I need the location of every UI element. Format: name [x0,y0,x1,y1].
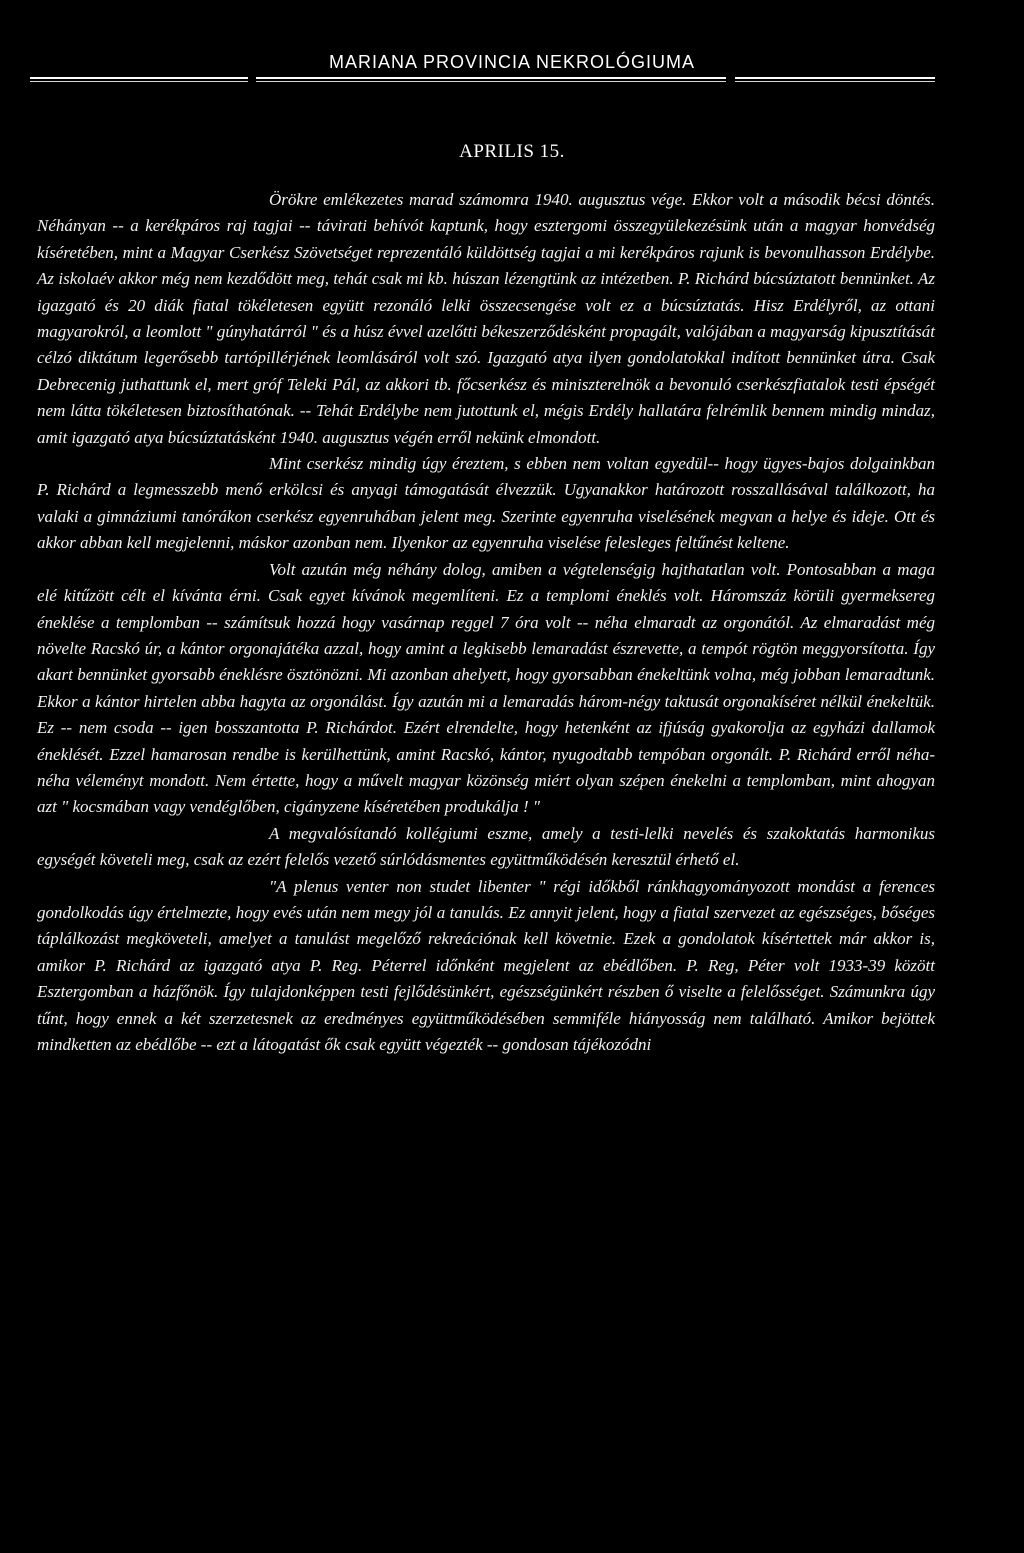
paragraph: Volt azután még néhány dolog, amiben a végtelenségig hajthatatlan volt. Pontosabban a maga elé kitűzött célt el kívánta érni. Csak egyet kívánok megemlíteni. Ez a templomi éneklés volt. Háromszáz körüli gyermeksereg éneklése a templomban -- számítsuk hozzá hogy vasárnap reggel 7 óra volt -- néha elmaradt az orgonától. Az elmaradást még növelte Racskó úr, a kántor orgonajátéka azzal, hogy amint a legkisebb lemaradást észrevette, a tempót rögtön meggyorsította. Így akart bennünket gyorsabb éneklésre ösztönözni. Mi azonban ahelyett, hogy gyorsabban énekeltünk volna, még jobban lemaradtunk. Ekkor a kántor hirtelen abba hagyta az orgonálást. Így azután mi a lemaradás három-négy taktusát orgonakíséret nélkül énekeltük. Ez -- nem csoda -- igen bosszantotta P. Richárdot. Ezért elrendelte, hogy hetenként az ifjúság gyakorolja az egyházi dallamok éneklését. Ezzel hamarosan rendbe is kerülhettünk, amint Racskó, kántor, nyugodtabb tempóban orgonált. P. Richárd erről néha-néha véleményt mondott. Nem értette, hogy a művelt magyar közönség miért olyan szépen énekelni a templomban, mint ahogyan azt " kocsmában vagy vendéglőben, cigányzene kíséretében produkálja ! " [37,559,935,817]
paragraph: Örökre emlékezetes marad számomra 1940. augusztus vége. Ekkor volt a második bécsi döntés. Néhányan -- a kerékpáros raj tagjai -- távirati behívót kaptunk, hogy esztergomi összegyülekezésünk után a magyar honvédség kíséretében, mint a Magyar Cserkész Szövetséget reprezentáló küldöttség tagjai a mi kerékpáros rajunk is bevonulhasson Erdélybe. Az iskolaév akkor még nem kezdődött meg, tehát csak mi kb. húszan lézengtünk az intézetben. P. Richárd búcsúztatott bennünket. Az igazgató és 20 diák fiatal tökéletesen együtt rezonáló lelki összecsengése volt ez a búcsúztatás. Hisz Erdélyről, az ottani magyarokról, a leomlott " gúnyhatárról " és a húsz évvel azelőtti békeszerződésként propagált, valójában a magyarság kipusztítását célzó diktátum legerősebb tartópillérjének leomlásáról volt szó. Igazgató atya ilyen gondolatokkal indított bennünket útra. Csak Debrecenig juthattunk el, mert gróf Teleki Pál, az akkori tb. főcserkész és miniszterelnök a bevonuló cserkészfiatalok testi épségét nem látta tökéletesen biztosíthatónak. -- Tehát Erdélybe nem jutottunk el, mégis Erdély hallatára felrémlik bennem mindig mindaz, amit igazgató atya búcsúztatásként 1940. augusztus végén erről nekünk elmondott. [37,190,935,447]
paragraph: A megvalósítandó kollégiumi eszme, amely a testi-lelki nevelés és szakoktatás harmonikus egységét követeli meg, csak az ezért felelős vezető súrlódásmentes együttműködésén keresztül érhető el. [37,823,935,870]
header-rule-right-thin [735,81,935,82]
header-rule-left [30,77,248,79]
header-rule-left-thin [30,81,248,82]
paragraph: "A plenus venter non studet libenter " régi időkből ránkhagyományozott mondást a ferences gondolkodás úgy értelmezte, hogy evés után nem megy jól a tanulás. Ez annyit jelent, hogy a fiatal szervezet az egészséges, bőséges táplálkozást megköveteli, amelyet a tanulást megelőző rekreációnak kell követnie. Ezek a gondolatok kísértettek már akkor is, amikor P. Richárd az igazgató atya P. Reg. Péterrel időnként megjelent az ebédlőben. P. Reg, Péter volt 1933-39 között Esztergomban a házfőnök. Így tulajdonképpen testi fejlődésünkért, egészségünkért részben ő viselte a felelősséget. Számunkra úgy tűnt, hogy ennek a két szerzetesnek az eredményes együttműködésében semmiféle hiányosság nem található. Amikor bejöttek mindketten az ebédlőbe -- ezt a látogatást ők csak együtt végezték -- gondosan tájékozódni [37,876,935,1054]
date-heading: APRILIS 15. [459,141,565,162]
header-rule-right [735,77,935,79]
header-rule-center [256,77,726,79]
header-rule-center-thin [256,81,726,82]
paragraph: Mint cserkész mindig úgy éreztem, s ebben nem voltan egyedül-- hogy ügyes-bajos dolgainkban P. Richárd a legmesszebb menő erkölcsi és anyagi támogatását élvezzük. Ugyanakkor határozott rosszallásával találkozott, ha valaki a gimnáziumi tanórákon cserkész egyenruhában jelent meg. Szerinte egyenruha viselésének megvan a helye és ideje. Ott és akkor abban kell megjelenni, máskor azonban nem. Ilyenkor az egyenruha viselése felesleges feltűnést keltene. [37,454,935,553]
body-text [37,187,935,1058]
running-header-title: MARIANA PROVINCIA NEKROLÓGIUMA [328,52,696,72]
